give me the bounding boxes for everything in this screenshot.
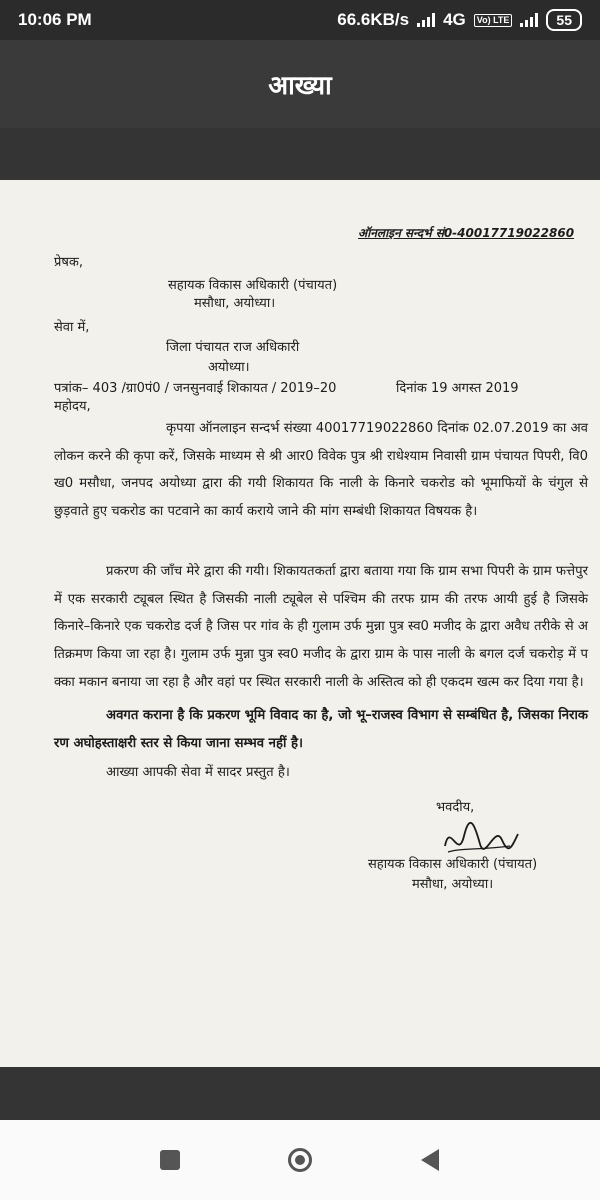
home-button[interactable] bbox=[286, 1146, 314, 1174]
paragraph-3: अवगत कराना है कि प्रकरण भूमि विवाद का है, जो भू–राजस्व विभाग से सम्बंधित है, जिसका निराकरण अघोहस्ताक्षरी स्तर से किया जाना सम्भव नहीं है। bbox=[54, 708, 588, 751]
status-time: 10:06 PM bbox=[18, 10, 92, 29]
sender-label: प्रेषक, bbox=[54, 255, 84, 270]
sender-place: मसौधा, अयोध्या। bbox=[194, 296, 276, 311]
square-icon bbox=[160, 1150, 180, 1170]
back-button[interactable] bbox=[416, 1146, 444, 1174]
signal-icon bbox=[417, 13, 435, 27]
app-header bbox=[0, 40, 600, 128]
recipient-label: सेवा में, bbox=[54, 320, 90, 335]
signatory-designation: सहायक विकास अधिकारी (पंचायत) bbox=[368, 857, 538, 872]
recents-button[interactable] bbox=[156, 1146, 184, 1174]
status-bar bbox=[0, 0, 600, 40]
recipient-place: अयोध्या। bbox=[208, 360, 250, 375]
system-nav-bar bbox=[0, 1120, 600, 1200]
letter-date: दिनांक 19 अगस्त 2019 bbox=[396, 381, 519, 396]
paragraph-2: प्रकरण की जाँच मेरे द्वारा की गयी। शिकायतकर्ता द्वारा बताया गया कि ग्राम सभा पिपरी के ग्राम फत्तेपुर में एक सरकारी ट्यूबल स्थित है जिसकी नाली ट्यूबेल से पश्चिम की तरफ ग्राम की तरफ आयी हुई है जिसके किनारे–किनारे एक चकरोड दर्ज है जिस पर गांव के ही गुलाम उर्फ मुन्ना पुत्र स्व0 मजीद के द्वारा अवैध तरीके से अतिक्रमण किया जा रहा है। गुलाम उर्फ मुन्ना पुत्र स्व0 मजीद के द्वारा ग्राम के पास नाली के बगल दर्ज चकरोड़ में पक्का मकान बनाया जा रहा है और वहां पर स्थित सरकारी नाली के अस्तित्व को ही एकदम खत्म कर दिया गया है। bbox=[54, 564, 588, 690]
online-reference: ऑनलाइन सन्दर्भ सं0-40017719022860 bbox=[358, 226, 575, 240]
signal-icon-2 bbox=[520, 13, 538, 27]
letter-number: पत्रांक– 403 /ग्रा0पं0 / जनसुनवाई शिकायत / 2019–20 bbox=[54, 381, 337, 396]
network-type: 4G bbox=[443, 10, 466, 29]
home-circle-icon bbox=[288, 1148, 312, 1172]
recipient-designation: जिला पंचायत राज अधिकारी bbox=[166, 340, 300, 355]
signatory-place: मसौधा, अयोध्या। bbox=[412, 877, 494, 892]
page-title: आख्या bbox=[268, 71, 332, 101]
paragraph-1: कृपया ऑनलाइन सन्दर्भ संख्या 40017719022860 दिनांक 02.07.2019 का अवलोकन करने की कृपा करें, जिसके माध्यम से श्री आर0 विवेक पुत्र श्री राधेश्याम निवासी ग्राम पंचायत पिपरी, वि0ख0 मसौधा, जनपद अयोध्या द्वारा की गयी शिकायत कि नाली के किनारे चकरोड को भूमाफियों के चंगुल से छुड़वाते हुए चकरोड का पटवाने का कार्य कराये जाने की मांग सम्बंधी शिकायत विषयक है। bbox=[54, 421, 588, 520]
network-speed: 66.6KB/s bbox=[337, 10, 410, 29]
document-image bbox=[0, 180, 600, 1067]
sender-designation: सहायक विकास अधिकारी (पंचायत) bbox=[168, 278, 338, 293]
battery-icon: 55 bbox=[546, 9, 582, 31]
status-indicators bbox=[337, 9, 582, 31]
volte-icon: Vo) LTE bbox=[474, 14, 513, 27]
salutation: महोदय, bbox=[54, 399, 91, 414]
paragraph-4: आख्या आपकी सेवा में सादर प्रस्तुत है। bbox=[106, 765, 290, 780]
closing: भवदीय, bbox=[436, 800, 475, 815]
back-triangle-icon bbox=[421, 1149, 439, 1171]
image-viewer[interactable] bbox=[0, 128, 600, 1120]
